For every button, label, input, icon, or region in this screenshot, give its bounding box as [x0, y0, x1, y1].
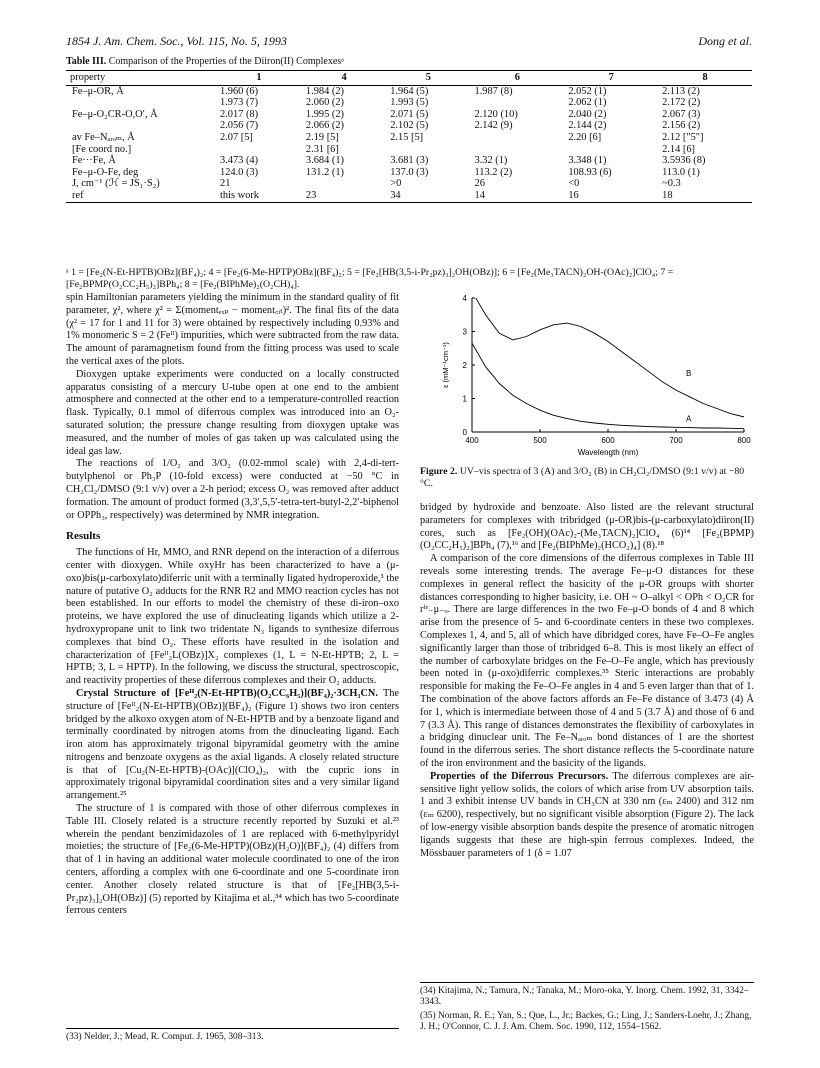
table-title: Comparison of the Properties of the Diiron(II) Complexesᵃ — [108, 56, 344, 67]
table-cell: 3.348 (1) — [568, 155, 607, 167]
table-footnote: ᵃ 1 = [Fe₂(N-Et-HPTB)OBz](BF₄)₂; 4 = [Fe₂(6-Me-HPTP)OBz](BF₄)₂; 5 = [Fe₂[HB(3,5-i-Pr₂pz)₃]₂OH(OBz)]; 6 = [Fe₂(Me₃TACN)₂OH-(OAc)₂]ClO₄; 7 = [Fe₂BPMP(O₂CC₂H₅)₂]BPh₄; 8 = [Fe₂(BIPhMe)₂(O₂CH)₄]. — [66, 267, 674, 290]
table-cell — [386, 144, 470, 156]
column-header: 8 — [658, 71, 752, 86]
table-cell: 3.681 (3) — [390, 155, 429, 167]
column-header: 1 — [216, 71, 302, 86]
author-header: Dong et al. — [698, 34, 752, 48]
table-cell: 2.067 (3) — [662, 108, 701, 120]
y-axis-label: ε (mM⁻¹cm⁻¹) — [441, 342, 450, 388]
table-cell: 3.5936 (8) — [662, 155, 706, 167]
table-cell: 26 — [474, 178, 485, 190]
table-cell: 2.071 (5) — [390, 108, 429, 120]
table-cell: 2.142 (9) — [474, 120, 513, 132]
paragraph: spin Hamiltonian parameters yielding the minimum in the standard quality of fit parameter, χ², where χ² = Σ(momentₑₓₚ − moment꜀ᵢₜ)². The final fits of the data (χ² = 17 for 1 and 11 for 3) were obtained by respectively including 0.93% and 1% monomeric S = 2 (Feᴵᴵ) impurities, which were subtracted from the raw data. The amount of paramagnetism found from the fitting process was used to scale the vertical axes of the plots. — [66, 292, 399, 367]
paragraph-text: The structure of [Feᴵᴵ₂(N-Et-HPTB)(OBz)](BF₄)₂ (Figure 1) shows two iron centers bridged by the alkoxo oxygen atom of N-Et-HPTB and by a benzoate ligand and terminally coordinated by nitrogen atoms from the dinucleating ligand. Each iron atom has approximately trigonal bipyramidal geometry with the amine nitrogens and benzoate oxygens as the axial ligands. A closely related structure is that of [Cu₂(N-Et-HPTB)-(OAc)](ClO₄)₂, with the cupric ions in approximately trigonal bipyramidal coordination sites and a very similar ligand arrangement.²⁵ — [66, 687, 399, 802]
table-cell: 2.31 [6] — [305, 143, 339, 155]
left-column — [66, 292, 399, 918]
table-cell: 16 — [564, 190, 658, 202]
paragraph: A comparison of the core dimensions of the diferrous complexes in Table III reveals some interesting trends. The average Fe–μ-O distances for these complexes in general reflect the basicity of the μ-OR groups with shorter distances corresponding to higher basicity, i.e. OH ~ O–alkyl < OPh < O₂CR for rᶠᵉ₋μ₋ₒ. There are large differences in the two Fe–μ-O bonds of 4 and 8 which arise from the presence of 5- and 6-coordinate centers in these two complexes. Complexes 1, 4, and 5, all of which have dibridged cores, have Fe–O–Fe angles significantly larger than those of tribridged 6–8. This is most likely an effect of the number of carboxylate bridges on the Fe–O–Fe angle, which has previously been noted in (μ-oxo)diferric complexes.³⁵ Steric interactions are probably responsible for making the Fe–O–Fe angles in 4 and 5 even larger than that of 1. The combination of the above factors affords an Fe–Fe distance of 3.473 (4) Å for 1, which is intermediate between those of 4 and 5 (3.7 Å) and those of 6 and 7 (3.3 Å). This range of distances demonstrates the flexibility of carboxylates in a bridging dinuclear unit. The Fe–Nₐᵣₒₘ bond distances of 1 are the shortest found in the diferrous series. The short distance reflects the 5-coordinate nature of the iron environment and the basicity of the ligands. — [420, 553, 754, 769]
uv-vis-figure — [432, 290, 754, 458]
table-cell: 1.973 (7) — [220, 97, 259, 109]
uv-vis-chart — [432, 290, 754, 458]
series-line-B — [472, 291, 744, 417]
table-row — [66, 144, 752, 156]
x-tick-label: 400 — [465, 436, 479, 445]
table-cell — [471, 97, 565, 109]
x-tick-label: 500 — [533, 436, 547, 445]
table-cell: 131.2 (1) — [305, 166, 344, 178]
table-cell: 1.995 (2) — [305, 108, 344, 120]
table-cell: 2.052 (1) — [568, 85, 607, 97]
row-label: Fe–μ-O₂CR-O,O′, Å — [72, 108, 158, 120]
table-cell: 2.056 (7) — [220, 120, 259, 132]
table-cell: 2.172 (2) — [662, 97, 701, 109]
table-cell: 1.984 (2) — [305, 85, 344, 97]
y-tick-label: 0 — [462, 428, 467, 437]
y-tick-label: 3 — [462, 327, 467, 337]
table-row — [66, 155, 752, 167]
table-row — [66, 97, 752, 109]
comparison-table — [66, 70, 752, 203]
table-cell: >0 — [390, 178, 402, 190]
table-cell: 3.32 (1) — [474, 155, 508, 167]
table-cell: 2.156 (2) — [662, 120, 701, 132]
row-label: J, cm⁻¹ (ℋ = JS₁·S₂) — [72, 178, 160, 190]
table-label: Table III. — [66, 56, 107, 67]
table-cell — [216, 144, 302, 156]
x-tick-label: 600 — [601, 436, 615, 445]
table-cell: 1.964 (5) — [390, 85, 429, 97]
column-header: 6 — [471, 71, 565, 86]
table-row — [66, 167, 752, 179]
footnote-33: (33) Nelder, J.; Mead, R. Comput. J. 1965, 308–313. — [66, 1028, 399, 1042]
table-cell: 34 — [386, 190, 470, 202]
run-in-heading: Properties of the Diferrous Precursors. — [430, 770, 609, 782]
table-cell: 18 — [658, 190, 752, 202]
table-cell: <0 — [568, 178, 580, 190]
journal-citation: 1854 J. Am. Chem. Soc., Vol. 115, No. 5, 1993 — [66, 34, 287, 48]
table-cell: 14 — [471, 190, 565, 202]
paragraph: The reactions of 1/O₂ and 3/O₂ (0.02-mmol scale) with 2,4-di-tert-butylphenol or Ph₃P (10-fold excess) were conducted at −50 °C in CH₂Cl₂/DMSO (9:1 v/v) over a 2-h period; excess O₂ was removed after adduct formation. The amount of product formed (3,3′,5,5′-tetra-tert-butyl-2,2′-biphenol or OPPh₃, respectively) was determined by NMR integration. — [66, 458, 399, 521]
footnote-35: (35) Norman, R. E.; Yan, S.; Que, L., Jr.; Backes, G.; Ling, J.; Sanders-Loehr, J.; Zhang, J. H.; O'Connor, C. J. J. Am. Chem. Soc. 1990, 112, 1554–1562. — [420, 1010, 752, 1033]
table-cell: 124.0 (3) — [220, 166, 259, 178]
table-cell: 1.960 (6) — [220, 85, 259, 97]
table-cell: 2.15 [5] — [390, 131, 424, 143]
series-label-A: A — [686, 414, 692, 424]
table-cell: 108.93 (6) — [568, 166, 612, 178]
table-cell — [302, 178, 386, 190]
y-tick-label: 4 — [462, 294, 467, 303]
x-tick-label: 800 — [737, 436, 751, 445]
table-cell: this work — [216, 190, 302, 202]
table-cell: 2.066 (2) — [305, 120, 344, 132]
table-header-row — [66, 71, 752, 86]
paragraph: bridged by hydroxide and benzoate. Also listed are the relevant structural parameters for complexes with tribridged (μ-OR)bis-(μ-carboxylato)diiron(II) cores, such as [Fe₂(OH)(OAc)₂-(Me₃TACN)₂]ClO₄ (6)¹⁴ [Fe₂(BPMP)(O₂CC₂H₅)₂]BPh₄ (7),¹⁶ and [Fe₂(BIPhMe)₂(HCO₂)₄] (8).¹⁸ — [420, 502, 754, 552]
table-cell: 2.060 (2) — [305, 97, 344, 109]
table-cell: ~0.3 — [662, 178, 681, 190]
section-heading: Results — [66, 530, 101, 543]
row-label: ref — [66, 190, 216, 202]
table-cell: 137.0 (3) — [390, 166, 429, 178]
table-cell — [564, 144, 658, 156]
table-cell: 113.2 (2) — [474, 166, 513, 178]
figure-caption-text: UV–vis spectra of 3 (A) and 3/O₂ (B) in CH₂Cl₂/DMSO (9:1 v/v) at −80 °C. — [420, 466, 745, 489]
row-label: Fe–μ-OR, Å — [72, 85, 124, 97]
table-row — [66, 85, 752, 97]
table-cell: 1.993 (5) — [390, 97, 429, 109]
table-row — [66, 109, 752, 121]
column-header: 7 — [564, 71, 658, 86]
figure-label: Figure 2. — [420, 466, 458, 477]
series-label-B: B — [686, 369, 692, 379]
column-header: 4 — [302, 71, 386, 86]
running-header — [66, 34, 752, 50]
table-cell: 2.19 [5] — [305, 131, 339, 143]
table-cell: 1.987 (8) — [474, 85, 513, 97]
table-cell: 113.0 (1) — [662, 166, 700, 178]
column-header: 5 — [386, 71, 470, 86]
table-cell: 23 — [302, 190, 386, 202]
table-row — [66, 120, 752, 132]
x-tick-label: 700 — [669, 436, 683, 445]
footnote-34: (34) Kitajima, N.; Tamura, N.; Tanaka, M.; Moro-oka, Y. Inorg. Chem. 1992, 31, 3342–3343. — [420, 986, 749, 1008]
table-cell: 2.102 (5) — [390, 120, 429, 132]
table-cell: 2.120 (10) — [474, 108, 518, 120]
y-tick-label: 1 — [462, 394, 467, 404]
table-cell: 2.12 ["5"] — [662, 131, 704, 143]
table-cell: 3.684 (1) — [305, 155, 344, 167]
table-cell — [471, 132, 565, 144]
column-header: property — [66, 71, 216, 86]
x-axis-label: Wavelength (nm) — [577, 448, 639, 457]
table-cell: 2.040 (2) — [568, 108, 607, 120]
table-row — [66, 190, 752, 202]
table-cell: 3.473 (4) — [220, 155, 259, 167]
table-cell: 2.14 [6] — [662, 143, 696, 155]
table-row — [66, 132, 752, 144]
row-label — [66, 97, 216, 109]
row-label: Fe–μ-O-Fe, deg — [72, 166, 139, 178]
paragraph: The structure of 1 is compared with those of other diferrous complexes in Table III. Closely related is a structure recently reported by Suzuki et al.²³ wherein the pendant benzimidazoles of 1 are replaced with 6-methylpyridyl moieties; the structure of [Fe₂(6-Me-HPTP)(OBz)(H₂O)](BF₄)₂ (4) differs from that of 1 in having an additional water molecule coordinated to one of the iron centers, affording a complex with one 6-coordinate and one 5-coordinate iron center. Another closely related structure is that of [Fe₂[HB(3,5-i-Pr₂pz)₃]₂OH(OBz)] (5) reported by Kitajima et al.,³⁴ which has two 5-coordinate ferrous centers — [66, 803, 399, 917]
right-column — [420, 502, 754, 860]
row-label — [66, 120, 216, 132]
y-tick-label: 2 — [462, 361, 467, 370]
table-cell: 2.20 [6] — [568, 131, 602, 143]
table-cell: 2.062 (1) — [568, 97, 607, 109]
run-in-heading: Crystal Structure of [Feᴵᴵ₂(N-Et-HPTB)(O₂CC₆H₅)](BF₄)₂·3CH₃CN. — [76, 687, 378, 699]
table-cell: 2.017 (8) — [220, 108, 259, 120]
table-cell: 2.144 (2) — [568, 120, 607, 132]
paragraph — [420, 771, 754, 861]
paragraph: The functions of Hr, MMO, and RNR depend on the interaction of a diferrous center with dioxygen. While oxyHr has been characterized to have a (μ-oxo)bis(μ-carboxylato)diferric unit with a terminally ligated hydroperoxide,³ the nature of putative O₂ adducts for the RNR R2 and MMO reaction cycles has not been established. In our efforts to model the chemistry of these di-iron–oxo proteins, we have explored the use of dinucleating ligands which utilize a 2-hydroxypropane unit to link two tridentate N₃ ligands to synthesize diferrous complexes that bind O₂. These efforts have resulted in the isolation and characterization of [Feᴵᴵ₂L(OBz)]X₂ complexes (1, L = N-Et-HPTB; 2, L = HPTB; 3, L = HPTP). In the following, we discuss the structural, spectroscopic, and reactivity properties of these diferrous complexes and their O₂ adducts. — [66, 547, 399, 687]
paragraph: Dioxygen uptake experiments were conducted on a locally constructed apparatus consisting of a mercury U-tube open at one end to the ambient atmosphere and connected at the other end to a temperature-controlled reaction flask. Typically, 0.1 mmol of diferrous complex was introduced into an O₂-saturated solution; the pressure change resulting from dioxygen uptake was measured, and the number of moles of gas taken up was calculated using the ideal gas law. — [66, 368, 399, 457]
row-label: av Fe–Nₐᵣₒₘ, Å — [72, 131, 135, 143]
table-cell: 2.113 (2) — [662, 85, 700, 97]
table-cell — [471, 144, 565, 156]
footnotes-right — [420, 982, 754, 1036]
table-row — [66, 178, 752, 190]
row-label: [Fe coord no.] — [72, 143, 132, 155]
series-line-A — [472, 343, 744, 429]
table-cell: 2.07 [5] — [220, 131, 253, 143]
figure-caption — [420, 466, 754, 490]
row-label: Fe···Fe, Å — [72, 155, 116, 167]
paragraph-text: The diferrous complexes are air-sensitive light yellow solids, the colors of which arise from UV absorption tails. 1 and 3 exhibit intense UV bands in CH₃CN at 330 nm (εₘ 2400) and 312 nm (εₘ 6200), respectively, but no significant visible absorption (Figure 2). The lack of low-energy visible absorption bands despite the presence of aromatic nitrogen ligands suggests that these are high-spin ferrous complexes. Indeed, the Mössbauer parameters of 1 (δ = 1.07 — [420, 770, 754, 859]
table-caption — [66, 56, 752, 67]
table-cell: 21 — [220, 178, 231, 190]
paragraph — [66, 688, 399, 803]
